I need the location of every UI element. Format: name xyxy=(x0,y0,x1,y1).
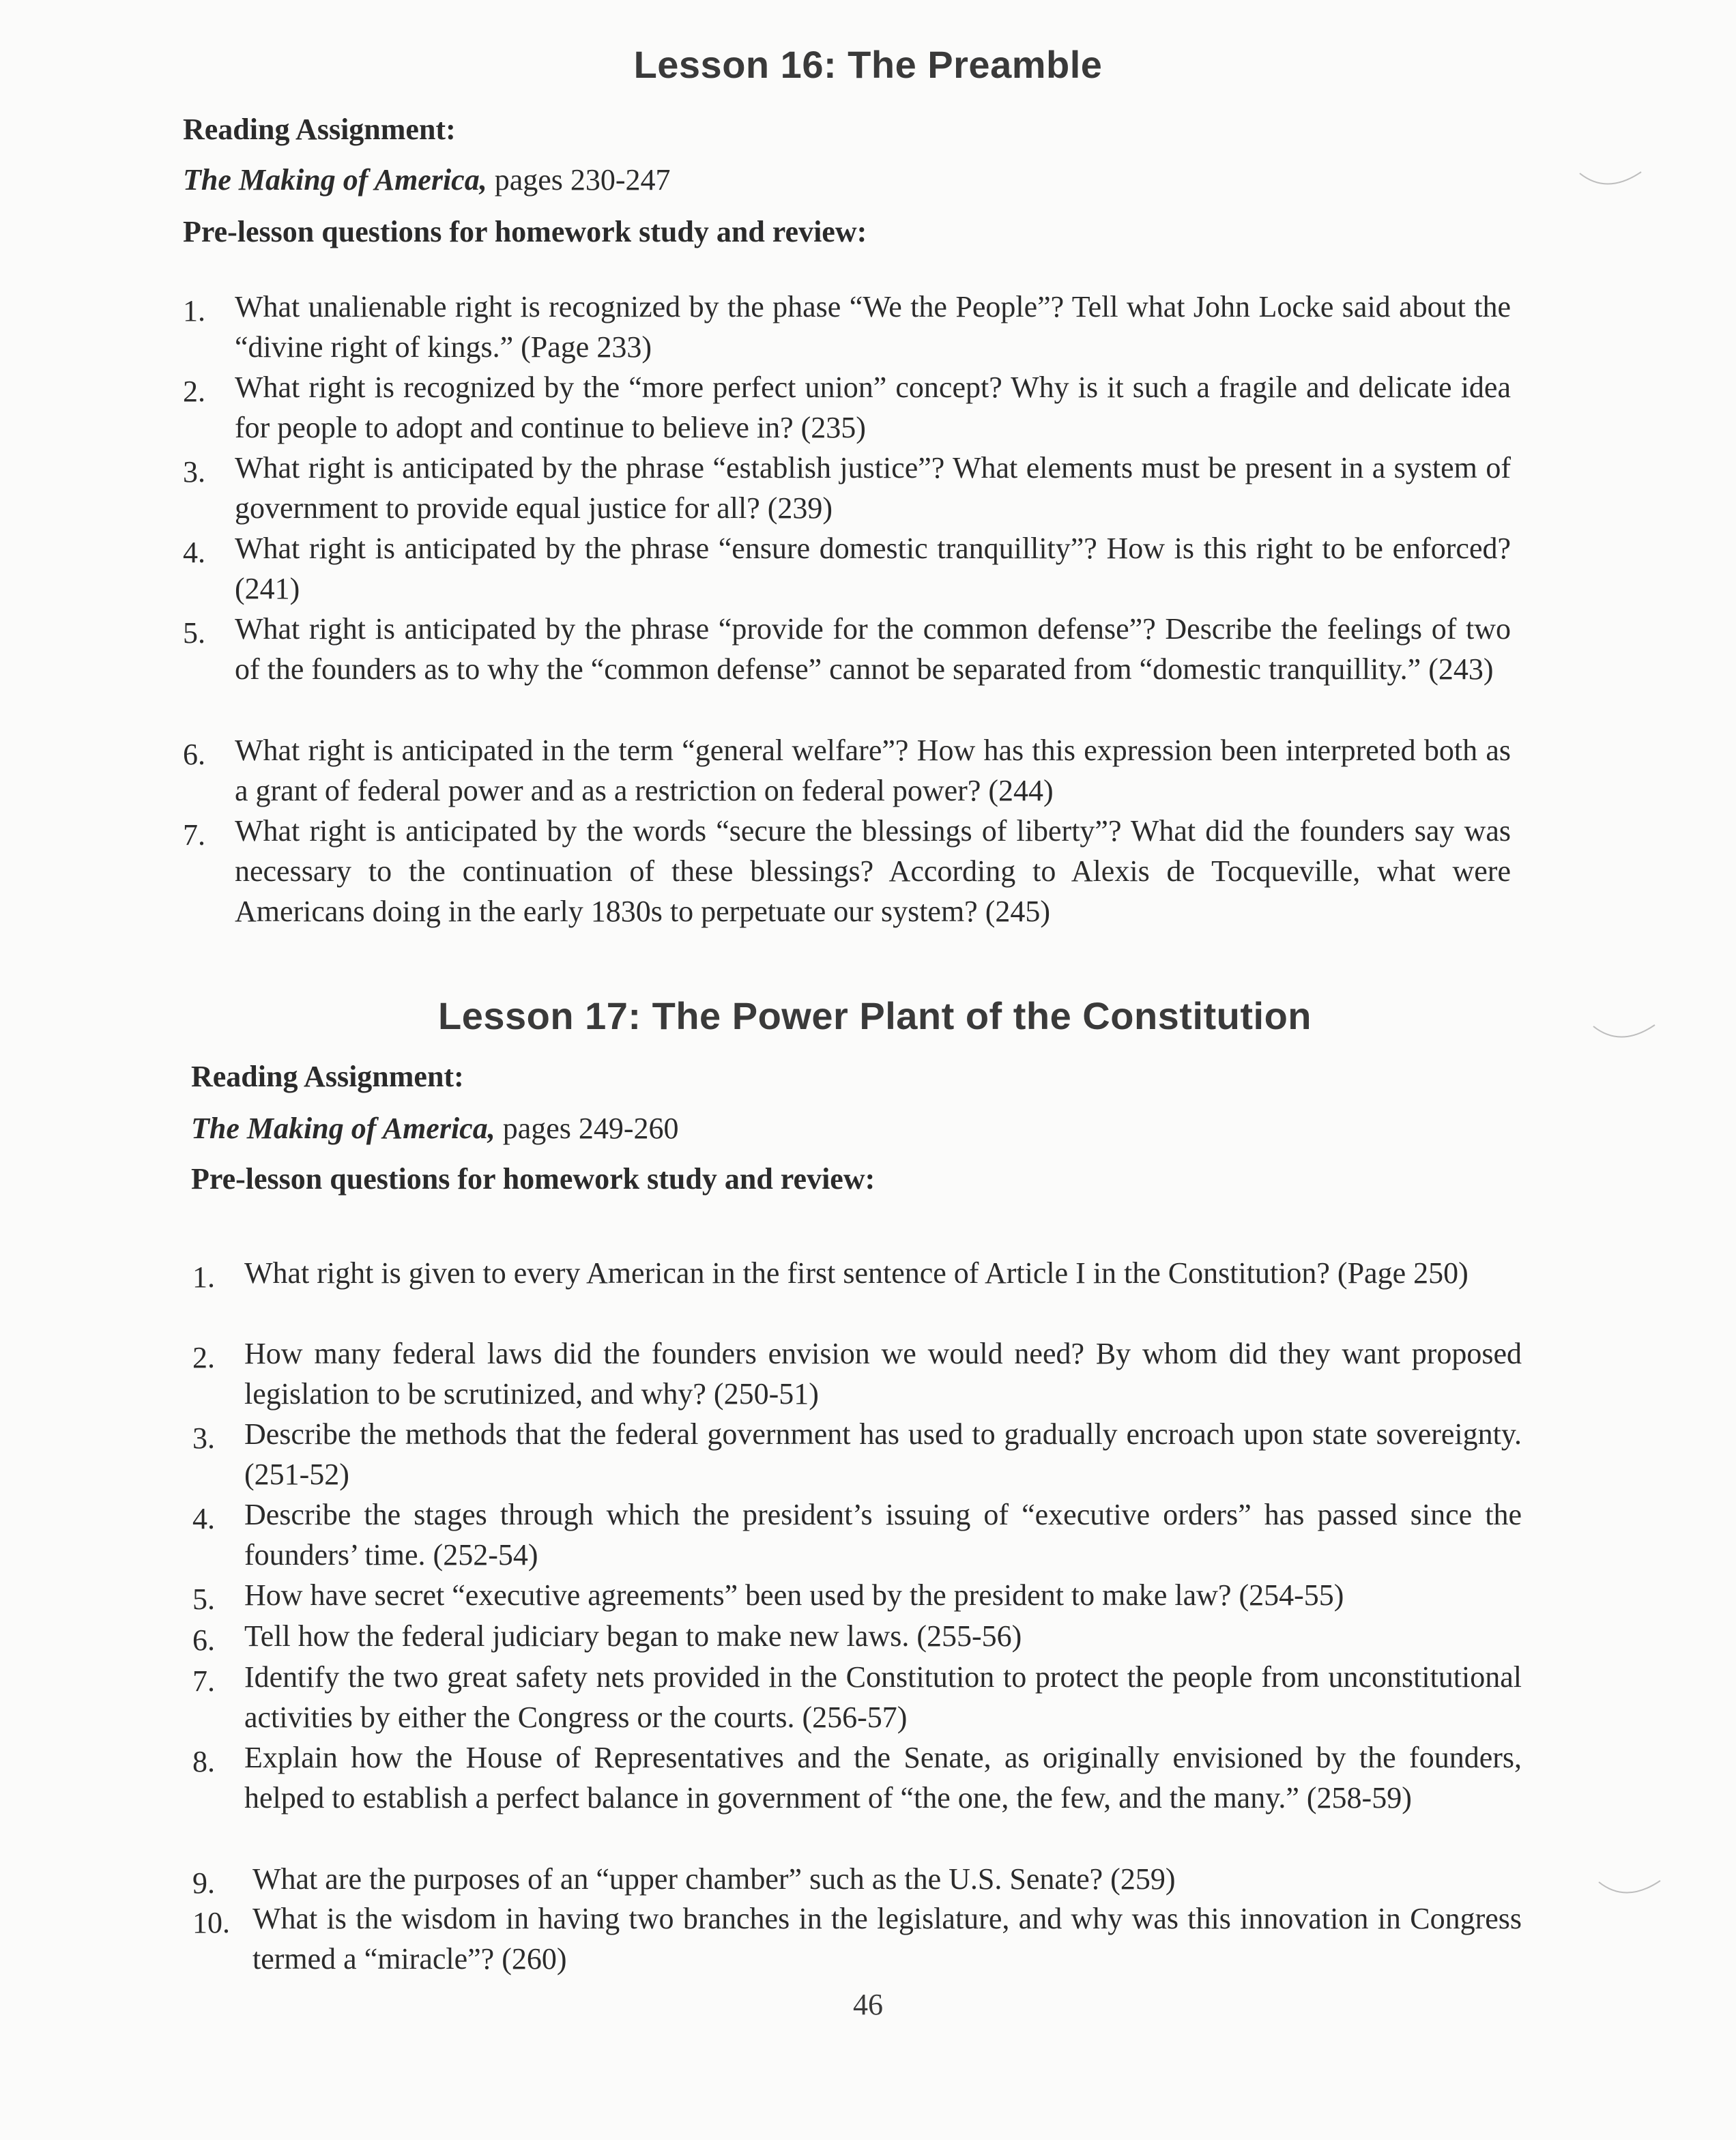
question-number: 10. xyxy=(192,1906,230,1939)
question-number: 3. xyxy=(183,455,205,489)
question-number: 5. xyxy=(192,1582,215,1616)
question-number: 8. xyxy=(192,1745,215,1778)
question-text: Describe the methods that the federal government has used to gradually encroach upon state sovereignty. (251-52) xyxy=(244,1417,1522,1491)
question-number: 1. xyxy=(192,1260,215,1294)
question-number: 9. xyxy=(192,1866,215,1900)
question-text: How have secret “executive agreements” been used by the president to make law? (254-55) xyxy=(244,1578,1344,1612)
punch-hole-mark xyxy=(1595,1877,1664,1904)
question-text: What is the wisdom in having two branches in the legislature, and why was this innovation in Congress termed a “miracle”? (260) xyxy=(252,1902,1522,1976)
question-text: What right is anticipated by the phrase “ensure domestic tranquillity”? How is this right to be enforced? (241) xyxy=(235,532,1511,605)
question-text: Describe the stages through which the president’s issuing of “executive orders” has passed since the founders’ time. (252-54) xyxy=(244,1498,1522,1572)
lesson-17-book-title: The Making of America, xyxy=(191,1112,495,1145)
question-text: How many federal laws did the founders envision we would need? By whom did they want proposed legislation to be scrutinized, and why? (250-51) xyxy=(244,1337,1522,1411)
question-number: 3. xyxy=(192,1421,215,1455)
question-number: 7. xyxy=(192,1664,215,1698)
question-number: 5. xyxy=(183,616,205,650)
lesson-16-questions-heading: Pre-lesson questions for homework study and review: xyxy=(183,215,867,248)
lesson-17-reading-label: Reading Assignment: xyxy=(191,1060,464,1093)
question-number: 2. xyxy=(183,375,205,408)
punch-hole-mark xyxy=(1590,1021,1658,1048)
lesson-16-title: Lesson 16: The Preamble xyxy=(633,43,1103,86)
question-text: What unalienable right is recognized by the phase “We the People”? Tell what John Locke said about the “divine right of kings.” (Page 233) xyxy=(235,290,1511,364)
question-number: 6. xyxy=(183,738,205,771)
page-number: 46 xyxy=(853,1988,883,2021)
lesson-16-book-title: The Making of America, xyxy=(183,163,487,197)
question-text: Identify the two great safety nets provided in the Constitution to protect the people from unconstitutional activities by either the Congress or the courts. (256-57) xyxy=(244,1660,1522,1734)
punch-hole-mark xyxy=(1576,168,1645,195)
lesson-17-questions-heading: Pre-lesson questions for homework study and review: xyxy=(191,1162,876,1196)
question-text: Explain how the House of Representatives and the Senate, as originally envisioned by the founders, helped to establish a perfect balance in government of “the one, the few, and the many.” (258-59) xyxy=(244,1741,1522,1814)
question-text: What right is given to every American in the first sentence of Article I in the Constitution? (Page 250) xyxy=(244,1256,1469,1290)
question-number: 6. xyxy=(192,1623,215,1657)
question-text: What are the purposes of an “upper chamber” such as the U.S. Senate? (259) xyxy=(252,1862,1176,1896)
question-text: What right is recognized by the “more perfect union” concept? Why is it such a fragile and delicate idea for people to adopt and continue to believe in? (235) xyxy=(235,371,1511,444)
question-number: 1. xyxy=(183,294,205,328)
question-text: What right is anticipated by the phrase “provide for the common defense”? Describe the feelings of two of the founders as to why the “common defense” cannot be separated from “domestic tranquillity.” (243) xyxy=(235,612,1511,686)
lesson-16-pages: pages 230-247 xyxy=(487,163,671,197)
lesson-17-pages: pages 249-260 xyxy=(495,1112,679,1145)
lesson-16-reading-label: Reading Assignment: xyxy=(183,113,456,146)
question-number: 4. xyxy=(192,1502,215,1535)
question-number: 2. xyxy=(192,1341,215,1374)
question-text: What right is anticipated in the term “general welfare”? How has this expression been interpreted both as a grant of federal power and as a restriction on federal power? (244) xyxy=(235,734,1511,807)
question-text: Tell how the federal judiciary began to make new laws. (255-56) xyxy=(244,1619,1022,1653)
lesson-16-reading-assignment xyxy=(183,162,671,197)
question-number: 4. xyxy=(183,536,205,569)
question-text: What right is anticipated by the phrase “establish justice”? What elements must be present in a system of government to provide equal justice for all? (239) xyxy=(235,451,1511,525)
lesson-17-title: Lesson 17: The Power Plant of the Constitution xyxy=(438,994,1312,1037)
question-text: What right is anticipated by the words “secure the blessings of liberty”? What did the founders say was necessary to the continuation of these blessings? According to Alexis de Tocqueville, what were Americans doing in the early 1830s to perpetuate our system? (245) xyxy=(235,814,1511,928)
lesson-17-reading-assignment xyxy=(191,1111,679,1146)
question-number: 7. xyxy=(183,818,205,852)
